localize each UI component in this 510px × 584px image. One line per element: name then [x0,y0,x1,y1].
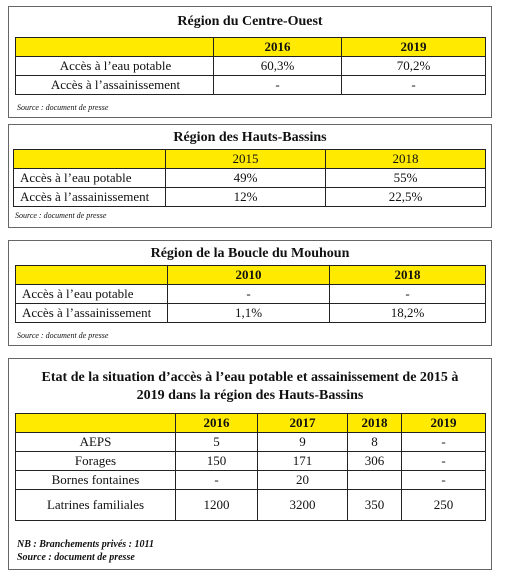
panel-boucle-du-mouhoun [8,240,492,346]
table-cell: 250 [402,490,486,521]
table-cell: 60,3% [214,57,342,76]
header-row [16,38,486,57]
table-cell: - [214,76,342,95]
data-table [15,37,486,95]
table-cell: 55% [326,169,486,188]
row-label: Accès à l’assainissement [14,188,166,207]
row-label: Accès à l’eau potable [14,169,166,188]
table-cell: - [176,471,258,490]
table-cell: 8 [348,433,402,452]
header-blank-cell [16,38,214,57]
table-row [16,471,486,490]
table-cell: 18,2% [330,304,486,323]
table-row [14,188,486,207]
year-header: 2018 [348,414,402,433]
table-row [16,452,486,471]
table-row [16,433,486,452]
header-row [16,414,486,433]
table-cell: 150 [176,452,258,471]
table-row [14,169,486,188]
table-row [16,76,486,95]
table-cell: 171 [258,452,348,471]
row-label: Bornes fontaines [16,471,176,490]
source-note: Source : document de presse [17,331,109,340]
panel-hauts-bassins [8,124,492,228]
panel-centre-ouest [8,6,492,118]
year-header: 2010 [168,266,330,285]
table-cell: 1200 [176,490,258,521]
table-cell: - [402,471,486,490]
source-note: Source : document de presse [17,552,135,563]
table-cell: 350 [348,490,402,521]
header-blank-cell [16,414,176,433]
panel-etat-situation [8,358,492,570]
source-note: Source : document de presse [17,103,109,112]
table-cell: 70,2% [342,57,486,76]
table-row [16,57,486,76]
table-cell: 5 [176,433,258,452]
header-blank-cell [14,150,166,169]
row-label: Latrines familiales [16,490,176,521]
row-label: Accès à l’assainissement [16,76,214,95]
table-cell: 12% [166,188,326,207]
table-cell: - [330,285,486,304]
table-cell: 3200 [258,490,348,521]
panel-title: Région du Centre-Ouest [177,14,323,29]
year-header: 2019 [402,414,486,433]
panel-title: Région des Hauts-Bassins [173,130,327,145]
table-cell: - [402,452,486,471]
header-row [16,266,486,285]
table-cell: - [402,433,486,452]
nb-note: NB : Branchements privés : 1011 [17,539,154,550]
table-cell: - [168,285,330,304]
row-label: AEPS [16,433,176,452]
year-header: 2019 [342,38,486,57]
table-row [16,285,486,304]
panel-title-line-1: Etat de la situation d’accès à l’eau potable et assainissement de 2015 à [41,370,459,385]
year-header: 2018 [326,150,486,169]
year-header: 2017 [258,414,348,433]
table-cell: 9 [258,433,348,452]
table-cell: 20 [258,471,348,490]
data-table [15,413,486,521]
year-header: 2016 [176,414,258,433]
panel-title: Région de la Boucle du Mouhoun [150,246,350,261]
year-header: 2016 [214,38,342,57]
table-cell [348,471,402,490]
header-row [14,150,486,169]
table-cell: 22,5% [326,188,486,207]
data-table [13,149,486,207]
row-label: Accès à l’assainissement [16,304,168,323]
source-note: Source : document de presse [15,211,107,220]
row-label: Accès à l’eau potable [16,57,214,76]
table-row [16,490,486,521]
table-cell: 1,1% [168,304,330,323]
table-cell: 306 [348,452,402,471]
year-header: 2018 [330,266,486,285]
header-blank-cell [16,266,168,285]
table-row [16,304,486,323]
row-label: Accès à l’eau potable [16,285,168,304]
panel-title-line-2: 2019 dans la région des Hauts-Bassins [136,388,364,403]
row-label: Forages [16,452,176,471]
year-header: 2015 [166,150,326,169]
table-cell: - [342,76,486,95]
data-table [15,265,486,323]
table-cell: 49% [166,169,326,188]
